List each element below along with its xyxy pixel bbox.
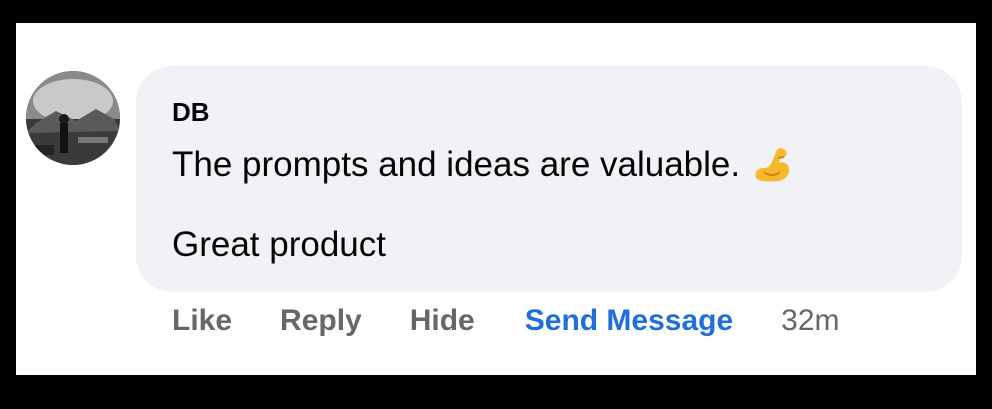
hide-button[interactable]: Hide	[409, 304, 475, 337]
comment-author[interactable]: DB	[172, 97, 210, 127]
comment-bubble	[136, 66, 962, 292]
comment-text-line-2: Great product	[172, 225, 386, 264]
avatar[interactable]	[26, 71, 120, 165]
reply-button[interactable]: Reply	[280, 304, 362, 337]
comment-text-line-1	[172, 144, 794, 186]
comment-text: The prompts and ideas are valuable.	[172, 145, 741, 184]
avatar-photo-icon	[26, 71, 120, 165]
comment-actions	[172, 301, 840, 341]
flexed-biceps-icon	[750, 142, 794, 186]
like-button[interactable]: Like	[172, 304, 233, 337]
comment-timestamp[interactable]: 32m	[781, 304, 840, 337]
comment-card	[16, 23, 976, 375]
send-message-button[interactable]: Send Message	[524, 304, 734, 337]
